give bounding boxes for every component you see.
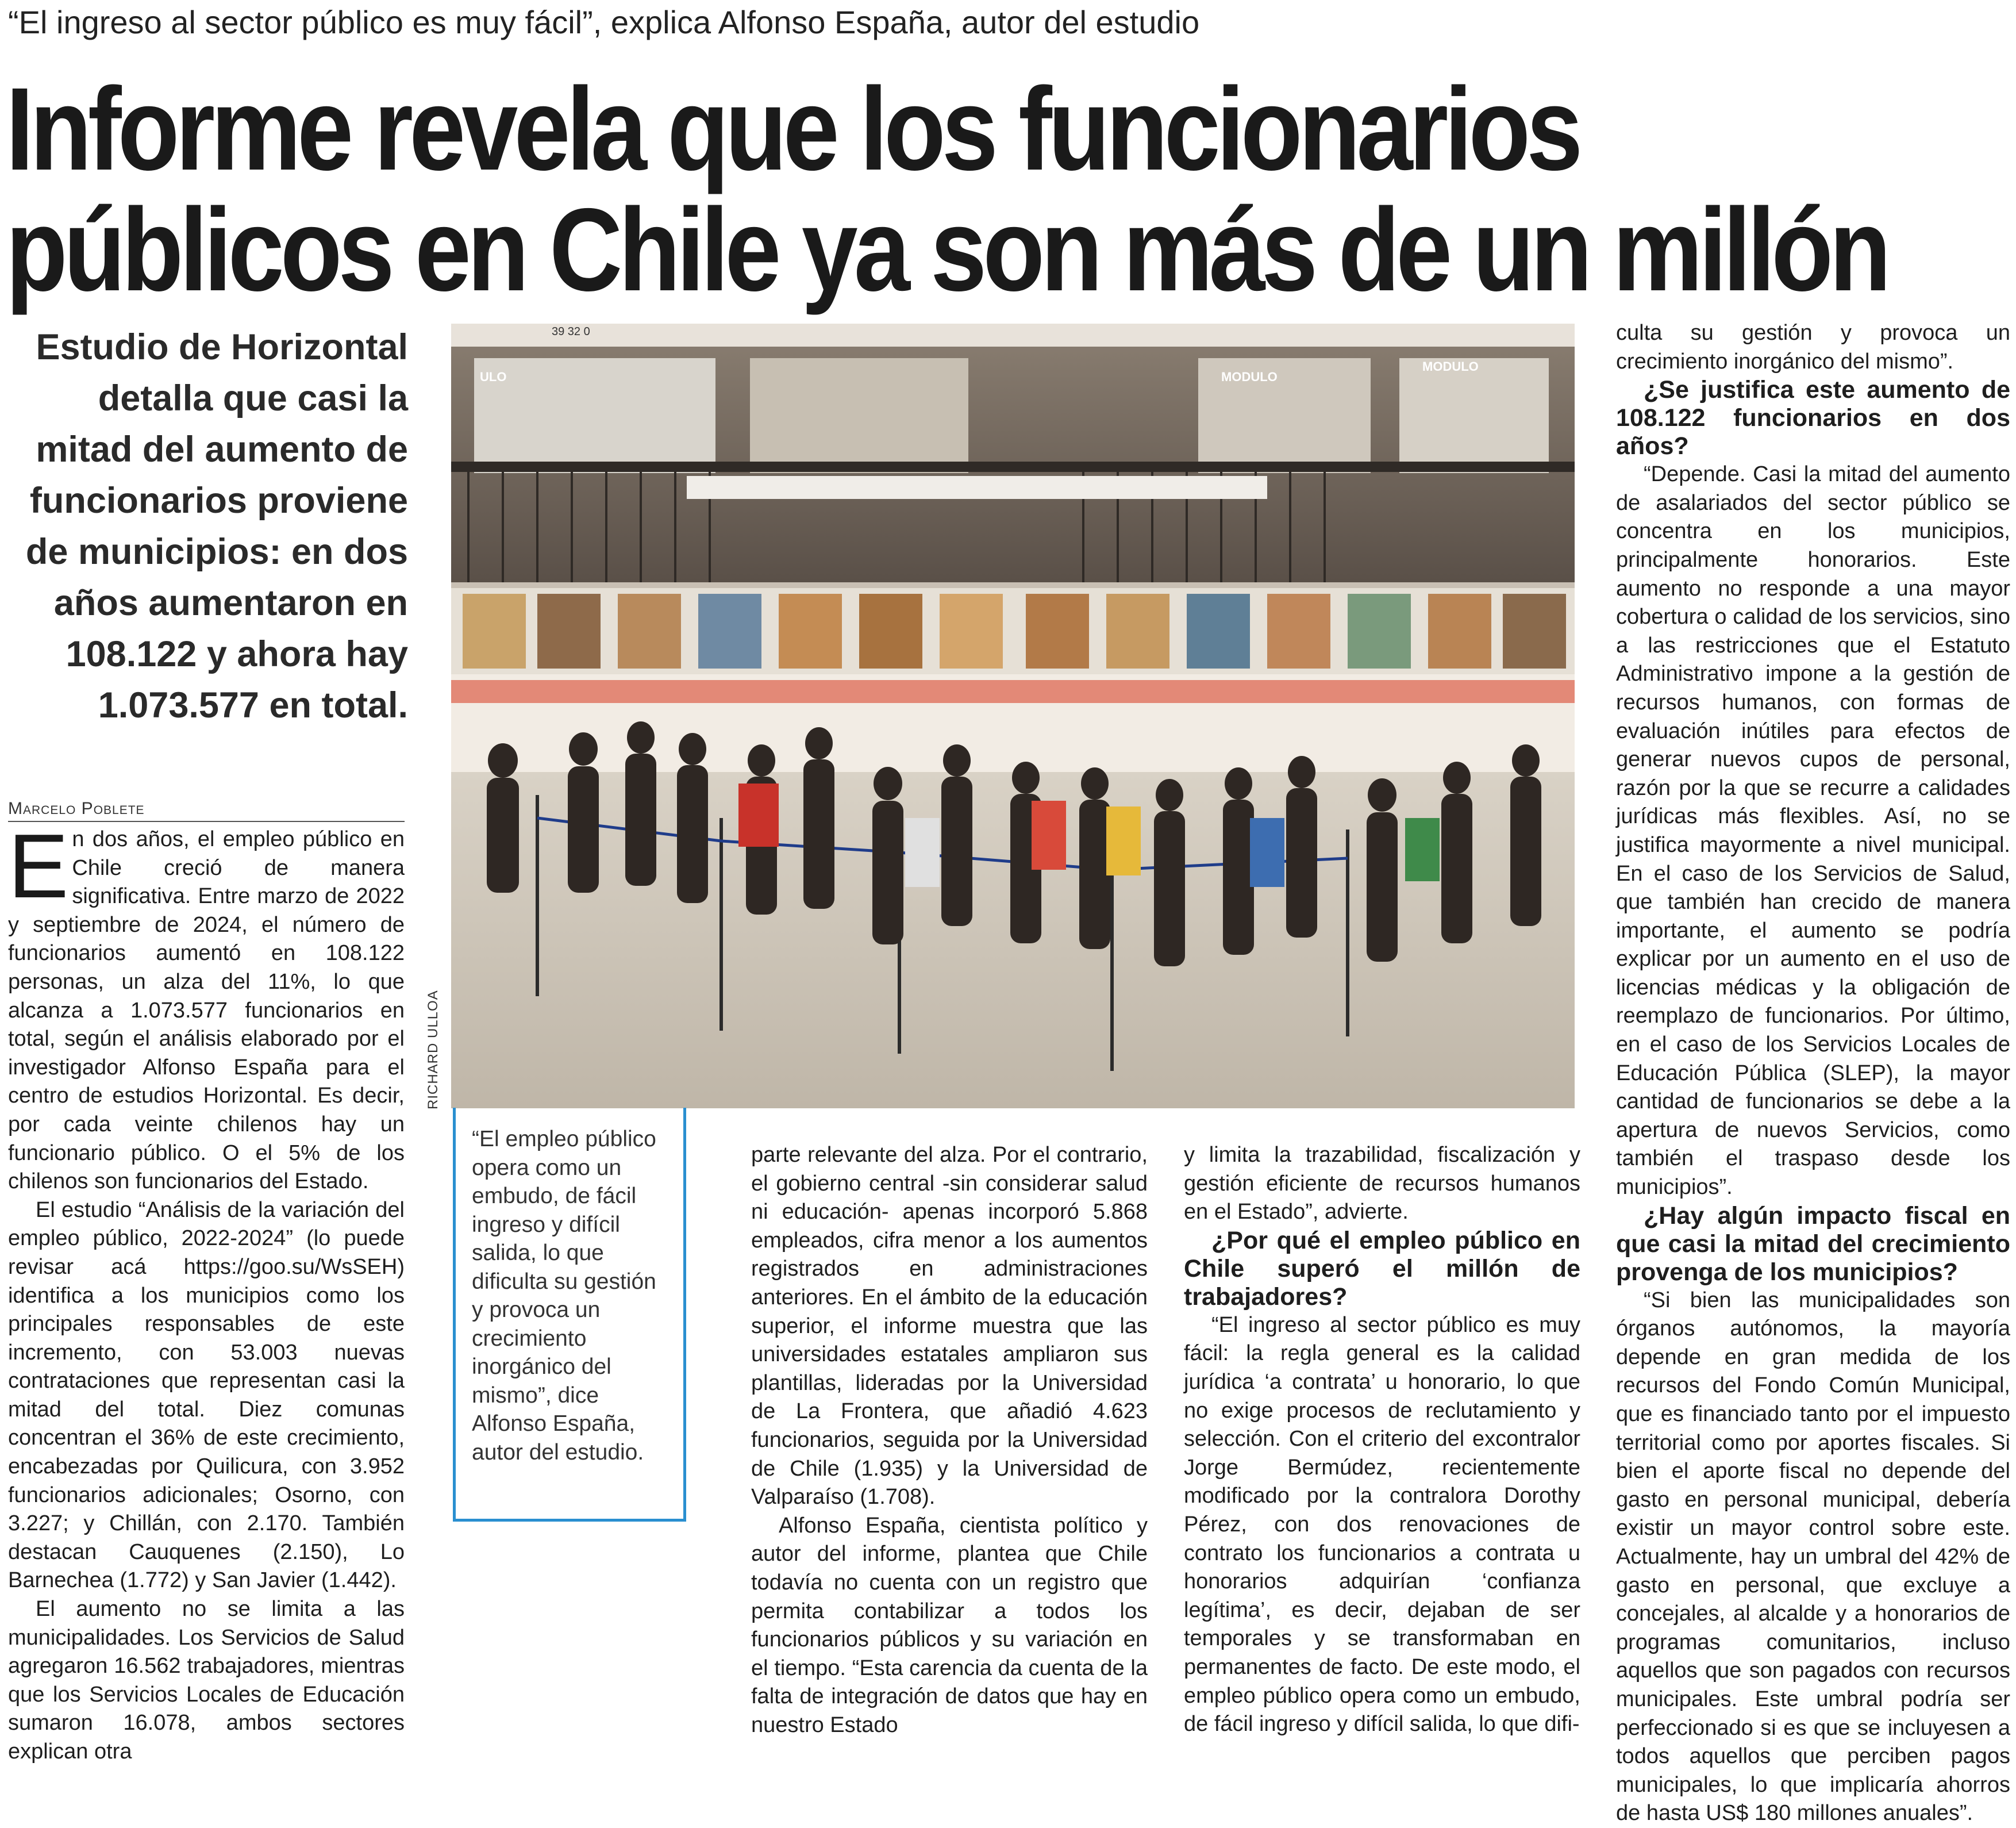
column-4 — [1184, 1141, 1580, 1739]
kicker: “El ingreso al sector público es muy fácil”, explica Alfonso España, autor del estudio — [8, 4, 1200, 40]
paragraph-text: n dos años, el empleo público en Chile creció de manera significativa. Entre marzo de 2022 y septiembre de 2024, el número de funcionarios aumentó en 108.122 personas, un alza del 11%, lo que alcanza a 1.073.577 funcionarios en total, según el análisis elaborado por el investigador Alfonso España para el centro de estudios Horizontal. Es decir, por cada veinte chilenos hay un funcionario público. O el 5% de los chilenos son funcionarios del Estado. — [8, 827, 405, 1194]
paragraph — [8, 816, 405, 1196]
paragraph: parte relevante del alza. Por el contrario, el gobierno central -sin considerar salud ni educación- apenas incorporó 5.868 empleados, cifra menor a los aumentos registrados en administraciones anteriores. En el ámbito de la educación superior, el informe muestra que las universidades estatales ampliaron sus plantillas, lideradas por la Universidad de La Frontera, que añadió 4.623 funcionarios, seguida por la Universidad de Chile (1.935) y la Universidad de Valparaíso (1.708). — [751, 1143, 1148, 1510]
headline-line-1: Informe revela que los funcionarios — [6, 63, 1579, 195]
column-1 — [8, 816, 405, 1766]
paragraph: Alfonso España, cientista político y autor del informe, plantea que Chile todavía no cuenta con un registro que permita contabilizar a todos los funcionarios públicos y su variación en el tiempo. “Esta carencia da cuenta de la falta de integración de datos que hay en nuestro Estado — [751, 1513, 1148, 1737]
paragraph: El estudio “Análisis de la variación del empleo público, 2022-2024” (lo puede revisar acá https://goo.su/WsSEH) identifica a los municipios como los principales responsables de este incremento, con 53.003 nuevas contrataciones que representan casi la mitad del total. Diez comunas concentran el 36% de este crecimiento, encabezadas por Quilicura, con 3.952 funcionarios adicionales; Osorno, con 3.227; y Chillán, con 2.170. También destacan Cauquenes (2.150), Lo Barnechea (1.772) y San Javier (1.442). — [8, 1197, 405, 1593]
news-photo — [451, 324, 1575, 1108]
interview-question: ¿Por qué el empleo público en Chile superó el millón de trabajadores? — [1184, 1226, 1580, 1311]
pull-quote: “El empleo público opera como un embudo, de fácil ingreso y difícil salida, lo que dificulta su gestión y provoca un crecimiento inorgánico del mismo”, dice Alfonso España, autor del estudio. — [453, 1108, 686, 1522]
paragraph: y limita la trazabilidad, fiscalización y gestión eficiente de recursos humanos en el Estado”, advierte. — [1184, 1143, 1580, 1224]
drop-cap: E — [8, 816, 69, 917]
sign-modulo-left: ULO — [480, 370, 507, 384]
interview-question: ¿Se justifica este aumento de 108.122 funcionarios en dos años? — [1616, 376, 2010, 460]
headline — [6, 63, 1887, 316]
photo-credit: RICHARD ULLOA — [425, 990, 441, 1109]
paragraph: El aumento no se limita a las municipalidades. Los Servicios de Salud agregaron 16.562 trabajadores, mientras que los Servicios Locales de Educación sumaron 16.078, ambos sectores explican otra — [8, 1597, 405, 1764]
deck: Estudio de Horizontal detalla que casi la mitad del aumento de funcionarios proviene de municipios: en dos años aumentaron en 108.122 y ahora hay 1.073.577 en total. — [25, 327, 408, 725]
sign-modulo-center: MODULO — [1221, 370, 1278, 384]
paragraph: “El ingreso al sector público es muy fácil: la regla general es la calidad jurídica ‘a contrata’ u honorario, lo que no exige procesos de reclutamiento y selección. Con el criterio del excontralor Jorge Bermúdez, recientemente modificado por la contralora Dorothy Pérez, con dos renovaciones de contrato los funcionarios a contrata u honorarios adquirían ‘confianza legítima’, es decir, dejaban de ser temporales y se transformaban en permanentes de facto. De este modo, el empleo público opera como un embudo, de fácil ingreso y difícil salida, lo que difi- — [1184, 1312, 1580, 1737]
paragraph: “Si bien las municipalidades son órganos autónomos, la mayoría depende en gran medida de los recursos del Fondo Común Municipal, que es financiado tanto por el impuesto territorial como por aportes fiscales. Si bien el aporte fiscal no depende del gasto en personal municipal, debería existir un mayor control sobre este. Actualmente, hay un umbral del 42% de gasto en personal, que excluye a concejales, al alcalde y a honorarios de programas comunitarios, incluso aquellos que son pagados con recursos municipales. Este umbral podría ser perfeccionado si es que se incluyesen a todos aquellos que perciben pagos municipales, lo que implicaría ahorros de hasta US$ 180 millones anuales”. — [1616, 1288, 2010, 1826]
byline: Marcelo Poblete — [8, 799, 405, 822]
paragraph: “Depende. Casi la mitad del aumento de asalariados del sector público se concentra en los municipios, principalmente honorarios. Este aumento no responde a una mayor cobertura o calidad de los servicios, sino a las restricciones que el Estatuto Administrativo impone a la gestión de recursos humanos, con formas de evaluación inútiles para efectos de generar nuevos cupos de personal, razón por la que se recurre a calidades jurídicas más flexibles. Así, no se justifica mayormente a nivel municipal. En el caso de los Servicios de Salud, que también han crecido de manera importante, el aumento se podría explicar por un aumento en el uso de licencias médicas y la obligación de reemplazo de funcionarios. Por último, en el caso de los Servicios Locales de Educación Pública (SLEP), la mayor cantidad de funcionarios se debe a la apertura de nuevos Servicios, como también el traspaso desde los municipios”. — [1616, 462, 2010, 1200]
column-3 — [751, 1141, 1148, 1739]
crowd-photo-illustration — [451, 324, 1575, 1108]
headline-line-2: públicos en Chile ya son más de un millón — [6, 184, 1887, 316]
paragraph: culta su gestión y provoca un crecimiento inorgánico del mismo”. — [1616, 321, 2010, 374]
sign-modulo-right: MODULO — [1422, 359, 1479, 374]
sign-counter: 39 32 0 — [552, 325, 590, 338]
column-5 — [1616, 319, 2010, 1828]
interview-question: ¿Hay algún impacto fiscal en que casi la mitad del crecimiento provenga de los municipios? — [1616, 1201, 2010, 1286]
